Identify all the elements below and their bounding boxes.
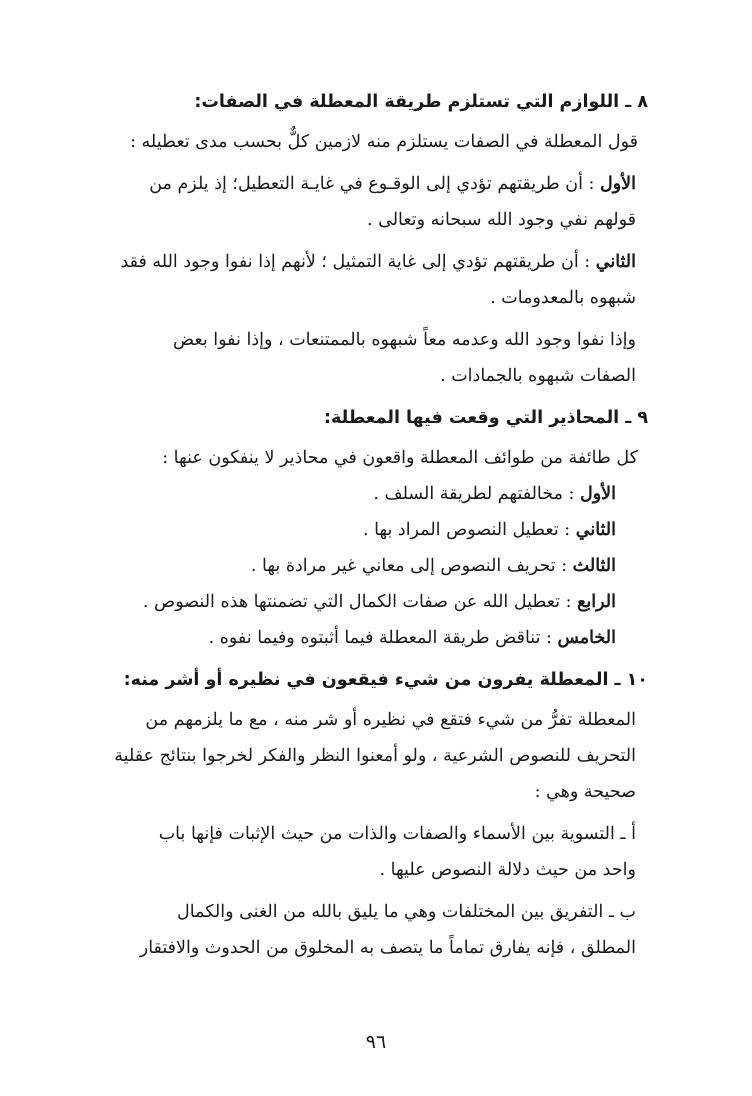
paragraph-text: : أن طريقتهم تؤدي إلى الوقـوع في غايـة التعطيل؛ إذ يلزم من — [149, 174, 595, 194]
list-item-text: : تعطيل الله عن صفات الكمال التي تضمنتها هذه النصوص . — [142, 592, 572, 612]
list-item-text: : تناقض طريقة المعطلة فيما أثبتوه وفيما نفوه . — [208, 628, 552, 648]
paragraph-line: المطلق ، فإنه يفارق تماماً ما يتصف به المخلوق من الحدوث والافتقار — [139, 938, 636, 958]
paragraph-lead: الأول — [599, 174, 636, 194]
section-8-paragraph-second — [96, 244, 648, 316]
paragraph-lead: الثاني — [595, 252, 636, 272]
section-10-paragraph-ba — [96, 894, 648, 966]
list-item — [96, 620, 616, 656]
paragraph-line: أ ـ التسوية بين الأسماء والصفات والذات من حيث الإثبات فإنها باب — [158, 824, 636, 844]
list-item-lead: الخامس — [557, 628, 616, 648]
section-10-paragraph-alif — [96, 816, 648, 888]
section-heading-10: ١٠ ـ المعطلة يفرون من شيء فيقعون في نظيره أو أشر منه: — [123, 670, 648, 690]
paragraph-line: الصفات شبهوه بالجمادات . — [440, 366, 636, 386]
paragraph-line: شبهوه بالمعدومات . — [490, 288, 636, 308]
list-item-text: : مخالفتهم لطريقة السلف . — [373, 484, 575, 504]
list-item-lead: الثاني — [575, 520, 616, 540]
section-heading-8: ٨ ـ اللوازم التي تستلزم طريقة المعطلة في الصفات: — [194, 92, 648, 112]
list-item — [96, 476, 616, 512]
list-item-lead: الثالث — [572, 556, 616, 576]
section-heading-9: ٩ ـ المحاذير التي وقعت فيها المعطلة: — [323, 408, 648, 428]
paragraph-line — [96, 244, 636, 280]
section-8-paragraph-first — [96, 166, 648, 238]
list-item — [96, 548, 616, 584]
paragraph-line — [96, 166, 636, 202]
paragraph-line: ب ـ التفريق بين المختلفات وهي ما يليق بالله من الغنى والكمال — [177, 902, 636, 922]
section-9-intro: كل طائفة من طوائف المعطلة واقعون في محاذير لا ينفكون عنها : — [162, 448, 638, 468]
list-item — [96, 584, 616, 620]
paragraph-line: المعطلة تفرُّ من شيء فتقع في نظيره أو شر منه ، مع ما يلزمهم من — [145, 710, 636, 730]
page-body — [96, 80, 648, 972]
paragraph-line: صحيحة وهي : — [534, 782, 636, 802]
list-item — [96, 512, 616, 548]
list-item-text: : تعطيل النصوص المراد بها . — [362, 520, 571, 540]
list-item-lead: الأول — [579, 484, 616, 504]
paragraph-line: وإذا نفوا وجود الله وعدمه معاً شبهوه بالممتنعات ، وإذا نفوا بعض — [172, 330, 636, 350]
list-item-text: : تحريف النصوص إلى معاني غير مرادة بها . — [250, 556, 568, 576]
list-item-lead: الرابع — [577, 592, 616, 612]
section-10-paragraph-first — [96, 702, 648, 810]
paragraph-line: قولهم نفي وجود الله سبحانه وتعالى . — [366, 210, 636, 230]
page-number: ٩٦ — [365, 1031, 387, 1053]
paragraph-line: التحريف للنصوص الشرعية ، ولو أمعنوا النظر والفكر لخرجوا بنتائج عقلية — [114, 746, 636, 766]
section-8-intro: قول المعطلة في الصفات يستلزم منه لازمين كلٌّ بحسب مدى تعطيله : — [130, 132, 638, 152]
paragraph-line: واحد من حيث دلالة النصوص عليها . — [379, 860, 636, 880]
paragraph-text: : أن طريقتهم تؤدي إلى غاية التمثيل ؛ لأنهم إذا نفوا وجود الله فقد — [120, 252, 591, 272]
section-8-paragraph-third — [96, 322, 648, 394]
